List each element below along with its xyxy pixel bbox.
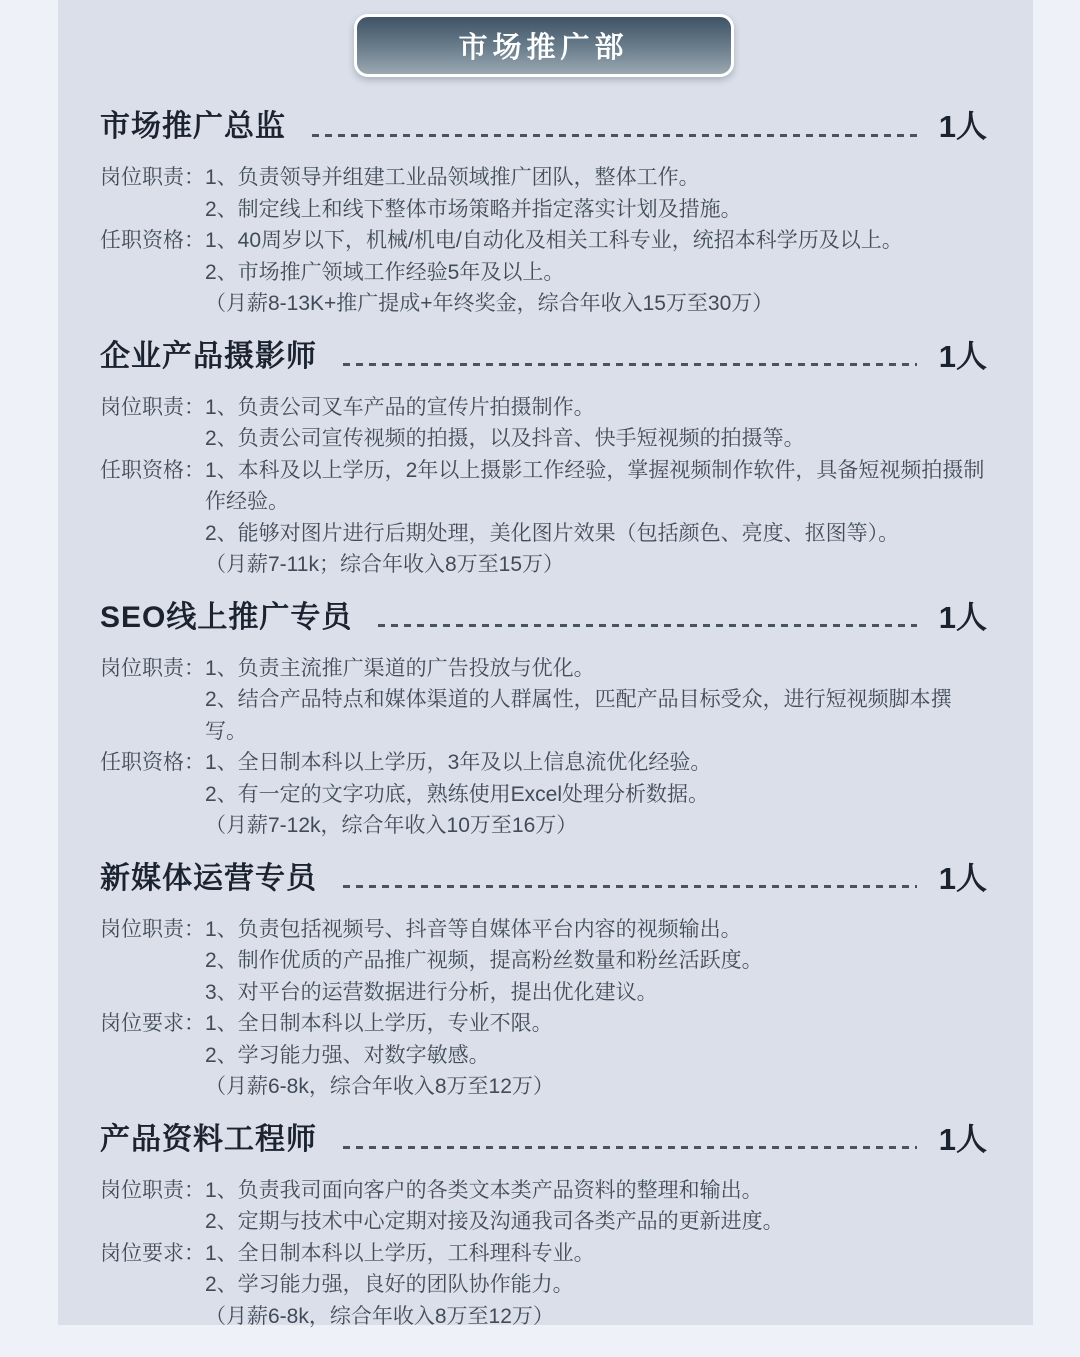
dotted-leader: [312, 134, 917, 137]
line-text: 3、对平台的运营数据进行分析，提出优化建议。: [205, 980, 658, 1004]
line-text: 2、市场推广领域工作经验5年及以上。: [205, 260, 565, 284]
job-title: 企业产品摄影师: [100, 339, 317, 373]
line-label: [100, 684, 205, 747]
salary-line: [100, 288, 987, 320]
line-label: [100, 1206, 205, 1238]
line-text: 2、定期与技术中心定期对接及沟通我司各类产品的更新进度。: [205, 1210, 784, 1233]
job-detail-line: [100, 194, 987, 226]
job-title-row: [100, 105, 987, 149]
line-label: [100, 1301, 205, 1333]
job-title: 新媒体运营专员: [100, 861, 317, 895]
line-text: 2、结合产品特点和媒体渠道的人群属性，匹配产品目标受众，进行短视频脚本撰写。: [205, 688, 952, 743]
line-text: （月薪6-8k，综合年收入8万至12万）: [205, 1075, 554, 1098]
line-text: 2、有一定的文字功底，熟练使用Excel处理分析数据。: [205, 782, 710, 806]
job-detail-line: [100, 518, 987, 550]
job-detail-line: [100, 945, 987, 977]
job-detail-line: [100, 1269, 987, 1301]
headcount: 1人: [938, 109, 987, 144]
department-badge: [354, 14, 734, 77]
line-text: 2、制作优质的产品推广视频，提高粉丝数量和粉丝活跃度。: [205, 949, 763, 972]
line-label: 岗位职责：: [100, 166, 205, 189]
line-label: 任职资格：: [100, 229, 205, 252]
line-label: 任职资格：: [100, 751, 205, 774]
line-label: 岗位要求：: [100, 1241, 205, 1265]
line-label: [100, 518, 205, 550]
headcount: 1人: [938, 860, 987, 896]
job-detail-line: [100, 747, 987, 779]
line-label: 岗位职责：: [100, 656, 205, 680]
job-title-row: [100, 335, 987, 379]
dotted-leader: [378, 624, 916, 627]
content-panel: [58, 0, 1033, 1328]
line-text: 1、负责我司面向客户的各类文本类产品资料的整理和输出。: [205, 1178, 763, 1202]
headcount: 1人: [938, 599, 987, 635]
line-text: 2、制定线上和线下整体市场策略并指定落实计划及措施。: [205, 197, 742, 221]
job-title-row: [100, 1118, 987, 1162]
line-text: 1、负责包括视频号、抖音等自媒体平台内容的视频输出。: [205, 917, 742, 941]
job-detail-line: [100, 914, 987, 946]
line-label: 任职资格：: [100, 458, 205, 482]
line-label: 岗位职责：: [100, 395, 205, 419]
job-detail-line: [100, 225, 987, 257]
job-title: 市场推广总监: [100, 110, 286, 143]
line-text: 1、40周岁以下，机械/机电/自动化及相关工科专业，统招本科学历及以上。: [205, 229, 903, 252]
line-text: 1、负责领导并组建工业品领域推广团队，整体工作。: [205, 166, 700, 189]
job-section-seo-specialist: [100, 596, 987, 842]
line-text: 1、本科及以上学历，2年以上摄影工作经验，掌握视频制作软件，具备短视频拍摄制作经验。: [205, 458, 985, 513]
line-label: [100, 288, 205, 320]
job-title-row: [100, 857, 987, 901]
line-label: [100, 779, 205, 811]
job-detail-line: [100, 1040, 987, 1072]
salary-line: [100, 1071, 987, 1103]
job-detail-line: [100, 653, 987, 685]
salary-line: [100, 549, 987, 581]
line-label: [100, 1071, 205, 1103]
line-text: 2、学习能力强，良好的团队协作能力。: [205, 1273, 574, 1296]
job-title-row: [100, 596, 987, 640]
line-label: [100, 1040, 205, 1072]
job-section-new-media-operator: [100, 857, 987, 1103]
salary-line: [100, 810, 987, 842]
line-label: [100, 549, 205, 581]
headcount: 1人: [938, 338, 987, 374]
job-detail-line: [100, 257, 987, 289]
dotted-leader: [343, 363, 917, 366]
line-label: [100, 423, 205, 455]
headcount: 1人: [938, 1121, 987, 1157]
job-detail-line: [100, 779, 987, 811]
line-label: 岗位要求：: [100, 1012, 205, 1035]
job-section-product-documentation-engineer: [100, 1118, 987, 1333]
job-detail-line: [100, 1008, 987, 1040]
job-section-marketing-director: [100, 105, 987, 320]
line-text: 1、全日制本科以上学历，专业不限。: [205, 1012, 553, 1035]
salary-line: [100, 1301, 987, 1333]
job-detail-line: [100, 977, 987, 1009]
line-text: 2、学习能力强、对数字敏感。: [205, 1043, 490, 1067]
line-label: 岗位职责：: [100, 1178, 205, 1202]
line-text: （月薪8-13K+推广提成+年终奖金，综合年收入15万至30万）: [205, 292, 774, 315]
dotted-leader: [343, 885, 917, 888]
line-text: （月薪6-8k，综合年收入8万至12万）: [205, 1304, 554, 1328]
line-label: [100, 257, 205, 289]
line-text: 1、负责公司叉车产品的宣传片拍摄制作。: [205, 395, 595, 419]
line-text: 1、全日制本科以上学历，工科理科专业。: [205, 1241, 595, 1265]
job-title: 产品资料工程师: [100, 1122, 317, 1156]
job-title: SEO线上推广专员: [100, 600, 353, 634]
job-detail-line: [100, 392, 987, 424]
job-detail-line: [100, 684, 987, 747]
department-title: 市场推广部: [458, 32, 629, 64]
line-text: 2、负责公司宣传视频的拍摄，以及抖音、快手短视频的拍摄等。: [205, 427, 805, 450]
line-text: 2、能够对图片进行后期处理，美化图片效果（包括颜色、亮度、抠图等）。: [205, 521, 900, 545]
job-detail-line: [100, 423, 987, 455]
job-section-product-photographer: [100, 335, 987, 581]
line-text: （月薪7-11k；综合年收入8万至15万）: [205, 553, 565, 576]
line-text: （月薪7-12k，综合年收入10万至16万）: [205, 814, 578, 837]
dotted-leader: [343, 1146, 917, 1149]
job-detail-line: [100, 455, 987, 518]
job-detail-line: [100, 162, 987, 194]
line-label: [100, 945, 205, 977]
job-detail-line: [100, 1206, 987, 1238]
line-label: [100, 977, 205, 1009]
job-detail-line: [100, 1238, 987, 1270]
line-text: 1、负责主流推广渠道的广告投放与优化。: [205, 656, 595, 680]
line-label: [100, 1269, 205, 1301]
line-label: 岗位职责：: [100, 917, 205, 941]
line-label: [100, 810, 205, 842]
line-text: 1、全日制本科以上学历，3年及以上信息流优化经验。: [205, 751, 712, 774]
line-label: [100, 194, 205, 226]
job-detail-line: [100, 1175, 987, 1207]
